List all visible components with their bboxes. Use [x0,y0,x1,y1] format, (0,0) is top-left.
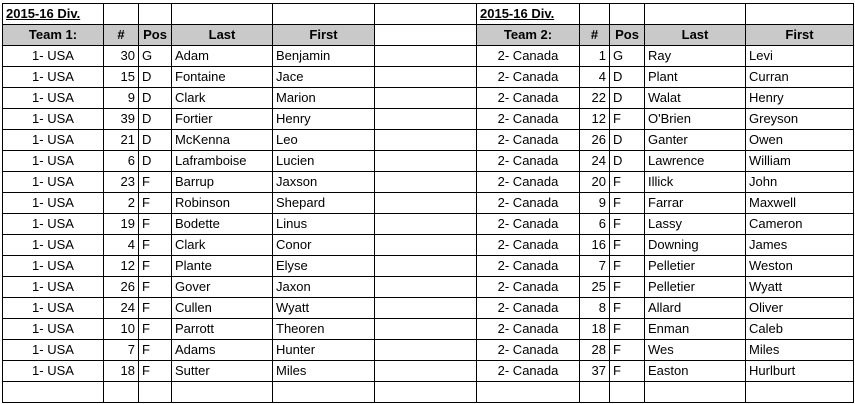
empty-cell[interactable] [375,340,477,361]
team1-number-cell[interactable]: 24 [104,298,139,319]
team1-team-cell[interactable]: 1- USA [3,193,104,214]
empty-cell[interactable] [375,319,477,340]
team1-last-cell[interactable]: Fontaine [172,67,273,88]
team1-team-cell[interactable]: 1- USA [3,277,104,298]
team2-team-cell[interactable]: 2- Canada [477,130,580,151]
division-row [3,4,854,25]
team1-pos-cell[interactable]: F [139,361,172,382]
team1-first-cell[interactable]: Miles [273,361,375,382]
empty-cell[interactable] [580,4,610,25]
table-row [3,46,854,67]
empty-cell[interactable] [375,88,477,109]
empty-cell[interactable] [375,46,477,67]
team1-number-cell[interactable]: 12 [104,256,139,277]
roster-body [3,4,854,403]
team1-last-cell[interactable]: Robinson [172,193,273,214]
team2-team-cell[interactable]: 2- Canada [477,214,580,235]
team1-first-cell[interactable]: Jaxon [273,277,375,298]
team1-number-cell[interactable]: 23 [104,172,139,193]
empty-cell[interactable] [104,382,139,403]
team2-last-cell[interactable]: Lassy [645,214,746,235]
empty-cell[interactable] [375,130,477,151]
team1-team-cell[interactable]: 1- USA [3,235,104,256]
team1-number-cell[interactable]: 7 [104,340,139,361]
empty-cell[interactable] [375,172,477,193]
team2-first-cell[interactable]: Miles [746,340,854,361]
header-row [3,25,854,46]
team2-number-cell[interactable]: 4 [580,67,610,88]
team2-pos-cell[interactable]: F [610,361,645,382]
team2-pos-cell[interactable]: D [610,67,645,88]
team1-pos-cell[interactable]: D [139,88,172,109]
team2-division-title[interactable]: 2015-16 Div. [477,4,580,25]
team1-first-cell[interactable]: Jace [273,67,375,88]
empty-row [3,382,854,403]
team1-team-header[interactable]: Team 1: [3,25,104,46]
team1-number-cell[interactable]: 26 [104,277,139,298]
team1-first-header[interactable]: First [273,25,375,46]
team2-team-cell[interactable]: 2- Canada [477,151,580,172]
team2-pos-cell[interactable]: D [610,130,645,151]
team1-team-cell[interactable]: 1- USA [3,46,104,67]
empty-cell[interactable] [172,382,273,403]
team1-number-cell[interactable]: 15 [104,67,139,88]
team1-team-cell[interactable]: 1- USA [3,67,104,88]
team1-pos-cell[interactable]: F [139,214,172,235]
team1-number-cell[interactable]: 9 [104,88,139,109]
table-row [3,235,854,256]
team2-pos-header[interactable]: Pos [610,25,645,46]
team1-division-title[interactable]: 2015-16 Div. [3,4,104,25]
team2-number-cell[interactable]: 25 [580,277,610,298]
empty-cell[interactable] [610,4,645,25]
team2-first-cell[interactable]: Hurlburt [746,361,854,382]
empty-cell[interactable] [273,382,375,403]
team1-number-cell[interactable]: 10 [104,319,139,340]
team1-pos-cell[interactable]: F [139,256,172,277]
team2-team-cell[interactable]: 2- Canada [477,277,580,298]
team2-first-cell[interactable]: Maxwell [746,193,854,214]
team1-pos-cell[interactable]: F [139,277,172,298]
team2-last-cell[interactable]: Lawrence [645,151,746,172]
team2-last-cell[interactable]: Easton [645,361,746,382]
empty-cell[interactable] [645,4,746,25]
table-row [3,109,854,130]
empty-cell[interactable] [375,67,477,88]
team1-pos-cell[interactable]: F [139,172,172,193]
team2-number-cell[interactable]: 7 [580,256,610,277]
team1-last-cell[interactable]: McKenna [172,130,273,151]
team2-last-cell[interactable]: Farrar [645,193,746,214]
team2-pos-cell[interactable]: F [610,319,645,340]
empty-cell[interactable] [375,4,477,25]
team1-first-cell[interactable]: Lucien [273,151,375,172]
table-row [3,298,854,319]
empty-cell[interactable] [139,382,172,403]
team2-team-cell[interactable]: 2- Canada [477,361,580,382]
team1-last-cell[interactable]: Laframboise [172,151,273,172]
team2-pos-cell[interactable]: F [610,298,645,319]
team1-pos-cell[interactable]: D [139,67,172,88]
empty-cell[interactable] [375,298,477,319]
team2-first-cell[interactable]: Wyatt [746,277,854,298]
team1-first-cell[interactable]: Leo [273,130,375,151]
team2-team-cell[interactable]: 2- Canada [477,235,580,256]
team1-pos-cell[interactable]: F [139,319,172,340]
team1-team-cell[interactable]: 1- USA [3,88,104,109]
team1-number-cell[interactable]: 19 [104,214,139,235]
table-row [3,319,854,340]
empty-cell[interactable] [139,4,172,25]
team1-last-cell[interactable]: Sutter [172,361,273,382]
table-row [3,151,854,172]
empty-cell[interactable] [375,235,477,256]
team2-number-cell[interactable]: 22 [580,88,610,109]
team1-first-cell[interactable]: Benjamin [273,46,375,67]
team1-first-cell[interactable]: Conor [273,235,375,256]
team1-pos-cell[interactable]: G [139,46,172,67]
empty-cell[interactable] [746,4,854,25]
team2-last-cell[interactable]: Enman [645,319,746,340]
empty-cell[interactable] [580,382,610,403]
team2-last-cell[interactable]: Pelletier [645,256,746,277]
team2-number-cell[interactable]: 16 [580,235,610,256]
team1-number-cell[interactable]: 30 [104,46,139,67]
empty-cell[interactable] [645,382,746,403]
empty-cell[interactable] [375,382,477,403]
team1-first-cell[interactable]: Henry [273,109,375,130]
team2-last-cell[interactable]: O'Brien [645,109,746,130]
table-row [3,340,854,361]
team1-first-cell[interactable]: Theoren [273,319,375,340]
team2-first-cell[interactable]: Greyson [746,109,854,130]
team2-first-header[interactable]: First [746,25,854,46]
table-row [3,361,854,382]
empty-cell[interactable] [375,214,477,235]
team2-first-cell[interactable]: James [746,235,854,256]
team2-number-cell[interactable]: 9 [580,193,610,214]
table-row [3,130,854,151]
table-row [3,67,854,88]
team2-pos-cell[interactable]: F [610,214,645,235]
table-row [3,256,854,277]
team2-last-cell[interactable]: Plant [645,67,746,88]
team1-last-cell[interactable]: Clark [172,88,273,109]
team1-last-cell[interactable]: Adams [172,340,273,361]
team1-first-cell[interactable]: Shepard [273,193,375,214]
team2-number-cell[interactable]: 8 [580,298,610,319]
team2-pos-cell[interactable]: F [610,172,645,193]
empty-cell[interactable] [375,25,477,46]
team2-pos-cell[interactable]: G [610,46,645,67]
team2-last-cell[interactable]: Ganter [645,130,746,151]
team1-team-cell[interactable]: 1- USA [3,151,104,172]
team2-first-cell[interactable]: Caleb [746,319,854,340]
team2-number-cell[interactable]: 24 [580,151,610,172]
team2-team-cell[interactable]: 2- Canada [477,67,580,88]
team1-last-cell[interactable]: Barrup [172,172,273,193]
team1-pos-cell[interactable]: D [139,130,172,151]
team1-last-cell[interactable]: Parrott [172,319,273,340]
empty-cell[interactable] [375,151,477,172]
team1-last-header[interactable]: Last [172,25,273,46]
table-row [3,214,854,235]
team2-team-cell[interactable]: 2- Canada [477,88,580,109]
team2-last-cell[interactable]: Pelletier [645,277,746,298]
team2-team-cell[interactable]: 2- Canada [477,46,580,67]
team2-first-cell[interactable]: Henry [746,88,854,109]
team2-last-cell[interactable]: Wes [645,340,746,361]
empty-cell[interactable] [273,4,375,25]
team2-team-cell[interactable]: 2- Canada [477,172,580,193]
empty-cell[interactable] [375,193,477,214]
team2-team-cell[interactable]: 2- Canada [477,298,580,319]
team2-first-cell[interactable]: Owen [746,130,854,151]
team2-first-cell[interactable]: Curran [746,67,854,88]
team1-pos-header[interactable]: Pos [139,25,172,46]
team1-number-cell[interactable]: 2 [104,193,139,214]
team1-number-cell[interactable]: 4 [104,235,139,256]
empty-cell[interactable] [610,382,645,403]
team2-team-cell[interactable]: 2- Canada [477,256,580,277]
team2-last-cell[interactable]: Allard [645,298,746,319]
team1-last-cell[interactable]: Bodette [172,214,273,235]
team1-last-cell[interactable]: Fortier [172,109,273,130]
team1-first-cell[interactable]: Wyatt [273,298,375,319]
team2-pos-cell[interactable]: D [610,88,645,109]
table-row [3,172,854,193]
team2-number-cell[interactable]: 1 [580,46,610,67]
team2-pos-cell[interactable]: D [610,151,645,172]
team1-number-header[interactable]: # [104,25,139,46]
team1-pos-cell[interactable]: F [139,298,172,319]
team1-first-cell[interactable]: Hunter [273,340,375,361]
team1-pos-cell[interactable]: F [139,193,172,214]
team2-pos-cell[interactable]: F [610,193,645,214]
team1-last-cell[interactable]: Gover [172,277,273,298]
team2-last-cell[interactable]: Downing [645,235,746,256]
team2-first-cell[interactable]: William [746,151,854,172]
team2-pos-cell[interactable]: F [610,235,645,256]
empty-cell[interactable] [477,382,580,403]
empty-cell[interactable] [375,109,477,130]
team2-number-cell[interactable]: 26 [580,130,610,151]
empty-cell[interactable] [3,382,104,403]
team1-team-cell[interactable]: 1- USA [3,172,104,193]
table-row [3,277,854,298]
team1-number-cell[interactable]: 39 [104,109,139,130]
team2-team-cell[interactable]: 2- Canada [477,319,580,340]
table-row [3,193,854,214]
team2-team-header[interactable]: Team 2: [477,25,580,46]
team2-team-cell[interactable]: 2- Canada [477,109,580,130]
team2-number-cell[interactable]: 37 [580,361,610,382]
team1-team-cell[interactable]: 1- USA [3,256,104,277]
team1-number-cell[interactable]: 21 [104,130,139,151]
team1-number-cell[interactable]: 6 [104,151,139,172]
empty-cell[interactable] [746,382,854,403]
team2-first-cell[interactable]: John [746,172,854,193]
team2-pos-cell[interactable]: F [610,340,645,361]
team1-team-cell[interactable]: 1- USA [3,214,104,235]
team2-number-cell[interactable]: 12 [580,109,610,130]
team1-last-cell[interactable]: Clark [172,235,273,256]
team2-last-cell[interactable]: Ray [645,46,746,67]
team1-team-cell[interactable]: 1- USA [3,298,104,319]
team1-first-cell[interactable]: Jaxson [273,172,375,193]
team1-team-cell[interactable]: 1- USA [3,361,104,382]
team2-number-cell[interactable]: 6 [580,214,610,235]
team2-number-cell[interactable]: 20 [580,172,610,193]
empty-cell[interactable] [104,4,139,25]
roster-table [2,3,854,403]
team2-pos-cell[interactable]: F [610,256,645,277]
team1-team-cell[interactable]: 1- USA [3,340,104,361]
table-row [3,88,854,109]
team2-last-cell[interactable]: Walat [645,88,746,109]
team1-last-cell[interactable]: Adam [172,46,273,67]
team1-first-cell[interactable]: Linus [273,214,375,235]
team2-pos-cell[interactable]: F [610,109,645,130]
team2-first-cell[interactable]: Oliver [746,298,854,319]
empty-cell[interactable] [375,256,477,277]
team2-pos-cell[interactable]: F [610,277,645,298]
team2-number-cell[interactable]: 28 [580,340,610,361]
team1-pos-cell[interactable]: D [139,151,172,172]
team1-pos-cell[interactable]: F [139,235,172,256]
team2-number-header[interactable]: # [580,25,610,46]
team2-first-cell[interactable]: Levi [746,46,854,67]
empty-cell[interactable] [172,4,273,25]
team2-first-cell[interactable]: Weston [746,256,854,277]
team2-number-cell[interactable]: 18 [580,319,610,340]
empty-cell[interactable] [375,361,477,382]
team1-last-cell[interactable]: Cullen [172,298,273,319]
team1-pos-cell[interactable]: D [139,109,172,130]
team1-last-cell[interactable]: Plante [172,256,273,277]
team1-number-cell[interactable]: 18 [104,361,139,382]
team2-last-header[interactable]: Last [645,25,746,46]
team2-first-cell[interactable]: Cameron [746,214,854,235]
team2-team-cell[interactable]: 2- Canada [477,193,580,214]
team2-last-cell[interactable]: Illick [645,172,746,193]
team1-team-cell[interactable]: 1- USA [3,130,104,151]
team1-team-cell[interactable]: 1- USA [3,109,104,130]
team1-first-cell[interactable]: Marion [273,88,375,109]
team1-team-cell[interactable]: 1- USA [3,319,104,340]
team1-pos-cell[interactable]: F [139,340,172,361]
team1-first-cell[interactable]: Elyse [273,256,375,277]
empty-cell[interactable] [375,277,477,298]
team2-team-cell[interactable]: 2- Canada [477,340,580,361]
